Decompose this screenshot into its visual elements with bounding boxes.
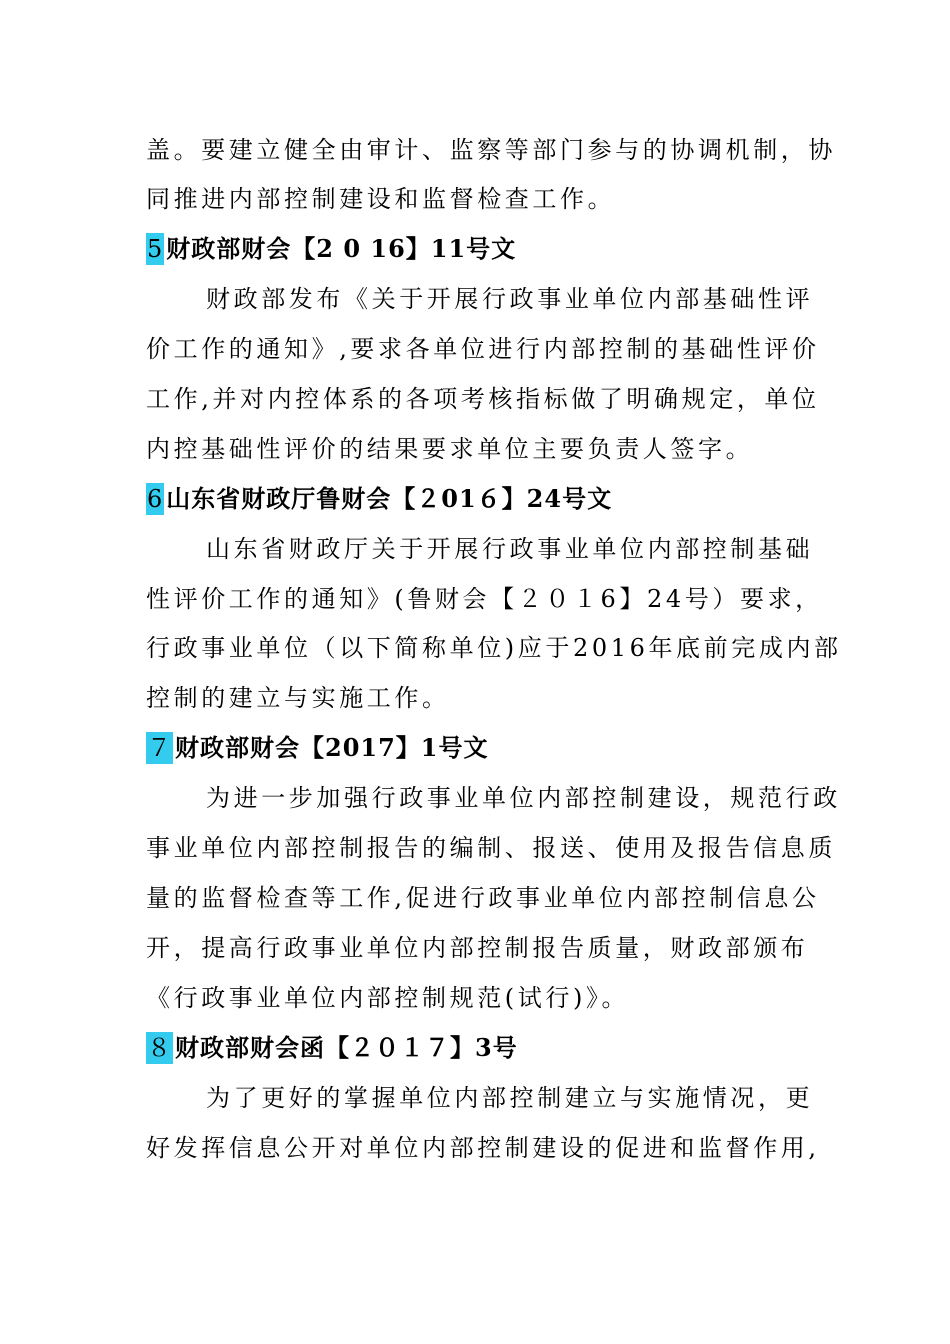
section-title: 财政部财会【2 0 16】11号文 [166,234,517,263]
section-heading-8 [146,1032,816,1064]
paragraph-line: 事业单位内部控制报告的编制、报送、使用及报告信息质 [146,834,836,862]
paragraph-line: 盖。要建立健全由审计、监察等部门参与的协调机制，协 [146,136,836,164]
paragraph-line: 价工作的通知》,要求各单位进行内部控制的基础性评价 [146,335,820,363]
section-number-badge: ８ [147,1034,172,1062]
section-title: 山东省财政厅鲁财会【２01６】24号文 [166,484,613,513]
section-number-badge: 5 [147,235,164,263]
paragraph-line: 开，提高行政事业单位内部控制报告质量，财政部颁布 [146,934,809,962]
paragraph-line: 性评价工作的通知》(鲁财会【２０１6】24号）要求， [146,585,823,613]
section-heading-7 [146,732,816,764]
paragraph-line: 财政部发布《关于开展行政事业单位内部基础性评 [206,285,814,313]
paragraph-line: 量的监督检查等工作,促进行政事业单位内部控制信息公 [146,884,820,912]
section-number-badge: ７ [147,734,172,762]
paragraph-line: 好发挥信息公开对单位内部控制建设的促进和监督作用, [146,1134,820,1162]
paragraph-line: 行政事业单位（以下简称单位)应于2016年底前完成内部 [146,634,842,662]
paragraph-line: 《行政事业单位内部控制规范(试行)》。 [146,984,630,1012]
section-title: 财政部财会【2017】1号文 [175,733,489,762]
paragraph-line: 工作,并对内控体系的各项考核指标做了明确规定，单位 [146,385,820,413]
paragraph-line: 为了更好的掌握单位内部控制建立与实施情况，更 [206,1084,814,1112]
paragraph-line: 控制的建立与实施工作。 [146,684,450,712]
paragraph-line: 山东省财政厅关于开展行政事业单位内部控制基础 [206,535,814,563]
paragraph-line: 内控基础性评价的结果要求单位主要负责人签字。 [146,435,754,463]
section-number-badge: 6 [147,485,164,513]
paragraph-line: 同推进内部控制建设和监督检查工作。 [146,185,616,213]
section-title: 财政部财会函【２０１７】3号 [175,1033,518,1062]
section-heading-6 [146,483,816,515]
section-heading-5 [146,233,816,265]
paragraph-line: 为进一步加强行政事业单位内部控制建设，规范行政 [206,784,841,812]
